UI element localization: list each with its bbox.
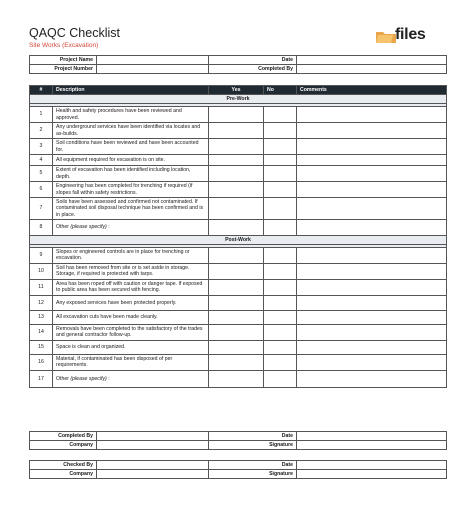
yes-cell[interactable] (209, 139, 264, 155)
table-row (30, 370, 447, 387)
yes-cell[interactable] (209, 370, 264, 387)
project-name-field[interactable] (97, 56, 209, 65)
item-description (53, 182, 209, 198)
item-description-text: Area has been roped off with caution or danger tape. If exposed to public area has been secured with fencing. (56, 281, 203, 294)
no-cell[interactable] (264, 166, 297, 182)
yes-cell[interactable] (209, 324, 264, 340)
item-description-text: Extent of excavation has been identified including location, depth. (56, 167, 191, 180)
item-number: 3 (30, 139, 53, 155)
item-description-text: Slopes or engineered controls are in place for trenching or excavation. (56, 249, 190, 262)
signoff-signature-field[interactable] (297, 441, 447, 450)
no-cell[interactable] (264, 107, 297, 123)
signoff-signature-label: Signature (209, 441, 297, 450)
item-description (53, 139, 209, 155)
table-row (30, 247, 447, 263)
table-row (30, 166, 447, 182)
table-row (30, 295, 447, 310)
no-cell[interactable] (264, 279, 297, 295)
table-row (30, 219, 447, 235)
item-description (53, 219, 209, 235)
section-post-work-label: Post-Work (30, 235, 447, 244)
comments-cell[interactable] (297, 340, 447, 354)
item-description-text: Soil conditions have been reviewed and have been accounted for. (56, 140, 199, 153)
checked-signature-field[interactable] (297, 470, 447, 479)
comments-cell[interactable] (297, 279, 447, 295)
no-cell[interactable] (264, 182, 297, 198)
item-description (53, 354, 209, 370)
signoff-completed-by-field[interactable] (97, 432, 209, 441)
comments-cell[interactable] (297, 166, 447, 182)
checked-company-label: Company (30, 470, 97, 479)
no-cell[interactable] (264, 340, 297, 354)
checked-signature-label: Signature (209, 470, 297, 479)
yes-cell[interactable] (209, 166, 264, 182)
item-description (53, 310, 209, 324)
checked-by-field[interactable] (97, 461, 209, 470)
project-number-label: Project Number (30, 65, 97, 74)
comments-cell[interactable] (297, 263, 447, 279)
date-label: Date (209, 56, 297, 65)
page-subtitle: Site Works (Excavation) (29, 42, 99, 49)
item-description (53, 263, 209, 279)
item-number: 8 (30, 219, 53, 235)
yes-cell[interactable] (209, 263, 264, 279)
yes-cell[interactable] (209, 123, 264, 139)
item-description-text: Health and safety procedures have been reviewed and approved. (56, 108, 182, 121)
table-row (30, 139, 447, 155)
signoff-checked-table (29, 460, 447, 479)
item-description-text: Other (56, 224, 71, 231)
item-number: 17 (30, 370, 53, 387)
date-field[interactable] (297, 56, 447, 65)
comments-cell[interactable] (297, 198, 447, 220)
comments-cell[interactable] (297, 139, 447, 155)
item-number: 11 (30, 279, 53, 295)
logo-text: files (395, 26, 426, 43)
page-title: QAQC Checklist (29, 26, 120, 40)
item-description-text: All equipment required for excavation is on site. (56, 156, 165, 163)
yes-cell[interactable] (209, 354, 264, 370)
item-description-text: Material, if contaminated has been disposed of per requirements. (56, 356, 173, 369)
item-description (53, 324, 209, 340)
no-cell[interactable] (264, 139, 297, 155)
completed-by-label: Completed By (209, 65, 297, 74)
yes-cell[interactable] (209, 182, 264, 198)
item-description-tail: : (106, 375, 110, 382)
checked-date-field[interactable] (297, 461, 447, 470)
yes-cell[interactable] (209, 279, 264, 295)
comments-cell[interactable] (297, 295, 447, 310)
table-row (30, 324, 447, 340)
project-info-table (29, 55, 447, 74)
item-number: 1 (30, 107, 53, 123)
item-description (53, 123, 209, 139)
item-description-text: Soils have been assessed and confirmed not contaminated. If contaminated soil disposal technique has been confirmed and is in place. (56, 199, 204, 218)
checked-by-label: Checked By (30, 461, 97, 470)
section-post-work (30, 235, 447, 244)
table-row (30, 198, 447, 220)
no-cell[interactable] (264, 155, 297, 166)
yes-cell[interactable] (209, 219, 264, 235)
no-cell[interactable] (264, 310, 297, 324)
item-description-text: Removals have been completed to the satisfactory of the trades and general contractor follow-up. (56, 326, 203, 339)
no-cell[interactable] (264, 295, 297, 310)
comments-cell[interactable] (297, 123, 447, 139)
item-description-text: Engineering has been completed for trenching if required (if slopes fall within safety restrictions. (56, 183, 193, 196)
item-number: 12 (30, 295, 53, 310)
signoff-date-field[interactable] (297, 432, 447, 441)
item-number: 9 (30, 247, 53, 263)
checked-company-field[interactable] (97, 470, 209, 479)
no-cell[interactable] (264, 123, 297, 139)
yes-cell[interactable] (209, 155, 264, 166)
comments-cell[interactable] (297, 370, 447, 387)
comments-cell[interactable] (297, 354, 447, 370)
comments-cell[interactable] (297, 107, 447, 123)
yes-cell[interactable] (209, 340, 264, 354)
item-number: 2 (30, 123, 53, 139)
item-description (53, 166, 209, 182)
col-no-header: No (264, 86, 297, 95)
item-description-text: Soil has been removed from site or is set aside in storage. Storage, if required is protected with tarps. (56, 265, 190, 278)
item-description-text: Any underground services have been identified via locates and as-builds. (56, 124, 201, 137)
comments-cell[interactable] (297, 247, 447, 263)
table-row (30, 123, 447, 139)
yes-cell[interactable] (209, 295, 264, 310)
item-description (53, 370, 209, 387)
section-pre-work (30, 95, 447, 104)
signoff-company-field[interactable] (97, 441, 209, 450)
section-pre-work-label: Pre-Work (30, 95, 447, 104)
yes-cell[interactable] (209, 247, 264, 263)
signoff-date-label: Date (209, 432, 297, 441)
signoff-company-label: Company (30, 441, 97, 450)
comments-cell[interactable] (297, 219, 447, 235)
checklist-table (29, 85, 447, 388)
item-description-italic: (please specify) (70, 375, 107, 382)
comments-cell[interactable] (297, 324, 447, 340)
item-number: 7 (30, 198, 53, 220)
table-row (30, 279, 447, 295)
item-description-text: Other (56, 375, 71, 382)
col-yes-header: Yes (209, 86, 264, 95)
yes-cell[interactable] (209, 310, 264, 324)
item-number: 5 (30, 166, 53, 182)
item-number: 10 (30, 263, 53, 279)
item-description (53, 107, 209, 123)
completed-by-field[interactable] (297, 65, 447, 74)
comments-cell[interactable] (297, 182, 447, 198)
table-row (30, 310, 447, 324)
item-description (53, 155, 209, 166)
item-description-text: Space is clean and organized. (56, 344, 126, 351)
item-number: 15 (30, 340, 53, 354)
item-number: 16 (30, 354, 53, 370)
signoff-completed-by-label: Completed By (30, 432, 97, 441)
item-description (53, 247, 209, 263)
no-cell[interactable] (264, 263, 297, 279)
no-cell[interactable] (264, 247, 297, 263)
yes-cell[interactable] (209, 107, 264, 123)
comments-cell[interactable] (297, 155, 447, 166)
item-description-italic: (please specify) (70, 224, 107, 231)
col-comments-header: Comments (297, 86, 447, 95)
table-row (30, 155, 447, 166)
item-description (53, 295, 209, 310)
table-row (30, 263, 447, 279)
item-number: 14 (30, 324, 53, 340)
table-row (30, 182, 447, 198)
item-description (53, 279, 209, 295)
col-description-header: Description (53, 86, 209, 95)
no-cell[interactable] (264, 324, 297, 340)
no-cell[interactable] (264, 354, 297, 370)
item-description (53, 340, 209, 354)
item-number: 13 (30, 310, 53, 324)
table-row (30, 354, 447, 370)
no-cell[interactable] (264, 198, 297, 220)
item-description (53, 198, 209, 220)
table-row (30, 107, 447, 123)
no-cell[interactable] (264, 370, 297, 387)
folder-icon (375, 29, 397, 44)
project-name-label: Project Name (30, 56, 97, 65)
table-row (30, 340, 447, 354)
item-number: 4 (30, 155, 53, 166)
col-num-header: # (30, 86, 53, 95)
checklist-body (30, 95, 447, 388)
project-number-field[interactable] (97, 65, 209, 74)
checked-date-label: Date (209, 461, 297, 470)
signoff-completed-table (29, 431, 447, 450)
item-description-tail: : (106, 224, 110, 231)
item-description-text: Any exposed services have been protected properly. (56, 299, 177, 306)
item-description-text: All excavation cuts have been made cleanly. (56, 314, 158, 321)
no-cell[interactable] (264, 219, 297, 235)
item-number: 6 (30, 182, 53, 198)
yes-cell[interactable] (209, 198, 264, 220)
brand-logo (375, 27, 437, 49)
comments-cell[interactable] (297, 310, 447, 324)
